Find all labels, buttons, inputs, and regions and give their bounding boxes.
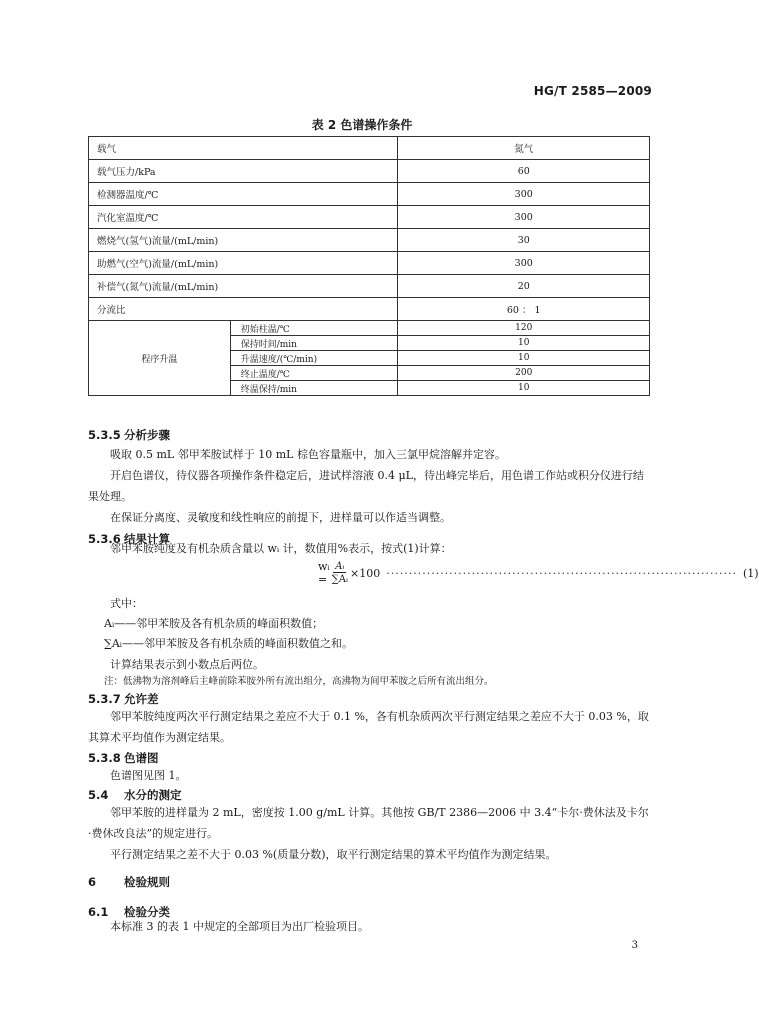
section-heading-5-4 <box>88 787 182 803</box>
section-title: 色谱图 <box>124 751 159 765</box>
formula-1 <box>318 560 759 586</box>
program-param-value: 120 <box>398 321 650 336</box>
param-name: 补偿气(氮气)流量/(mL/min) <box>89 275 398 298</box>
param-value: 300 <box>398 252 650 275</box>
formula-fraction <box>332 561 348 585</box>
formula-number: (1) <box>742 566 759 580</box>
section-number: 6 <box>88 875 97 889</box>
program-param-value: 10 <box>398 351 650 366</box>
formula-denominator: ∑Aᵢ <box>331 574 349 585</box>
section-title: 分析步骤 <box>124 428 170 442</box>
program-param-name: 保持时间/min <box>230 336 398 351</box>
section-heading-5-3-8 <box>88 750 159 766</box>
param-value: 氮气 <box>398 137 650 160</box>
paragraph: 在保证分离度、灵敏度和线性响应的前提下，进样量可以作适当调整。 <box>110 511 451 524</box>
section-title: 允许差 <box>124 692 159 706</box>
formula-leader-dots: ·············································································· <box>386 566 737 580</box>
chromatography-conditions-table <box>88 136 650 396</box>
param-name: 载气 <box>89 137 398 160</box>
program-param-name: 终止温度/℃ <box>230 366 398 381</box>
table-row <box>89 298 650 321</box>
paragraph: 本标准 3 的表 1 中规定的全部项目为出厂检验项目。 <box>110 920 369 933</box>
formula-rhs: ×100 <box>350 566 381 580</box>
table-row <box>89 252 650 275</box>
section-number: 5.3.8 <box>88 751 121 765</box>
section-heading-5-3-5 <box>88 427 170 443</box>
program-param-value: 10 <box>398 381 650 396</box>
section-heading-6 <box>88 874 170 890</box>
program-label: 程序升温 <box>89 321 231 396</box>
param-value: 60 ： 1 <box>398 298 650 321</box>
section-title: 检验规则 <box>124 875 170 889</box>
table-row <box>89 160 650 183</box>
table-row <box>89 321 650 336</box>
param-value: 30 <box>398 229 650 252</box>
section-number: 6.1 <box>88 905 109 919</box>
param-name: 检测器温度/℃ <box>89 183 398 206</box>
param-value: 60 <box>398 160 650 183</box>
section-number: 5.4 <box>88 788 109 802</box>
program-param-name: 终温保持/min <box>230 381 398 396</box>
table-title: 表 2 色谱操作条件 <box>311 118 413 132</box>
table-row <box>89 206 650 229</box>
program-param-value: 10 <box>398 336 650 351</box>
section-title: 水分的测定 <box>124 788 182 802</box>
page-number: 3 <box>631 940 638 951</box>
param-name: 燃烧气(氢气)流量/(mL/min) <box>89 229 398 252</box>
paragraph: 开启色谱仪，待仪器各项操作条件稳定后，进试样溶液 0.4 μL，待出峰完毕后，用色谱工作站或积分仪进行结果处理。 <box>88 469 644 503</box>
program-param-name: 初始柱温/℃ <box>230 321 398 336</box>
param-name: 分流比 <box>89 298 398 321</box>
formula-lhs: wᵢ = <box>318 560 330 586</box>
paragraph: 邻甲苯胺纯度及有机杂质含量以 wᵢ 计，数值用%表示，按式(1)计算： <box>110 542 452 555</box>
program-param-value: 200 <box>398 366 650 381</box>
param-value: 300 <box>398 206 650 229</box>
formula-numerator: Aᵢ <box>335 561 345 572</box>
paragraph: 邻甲苯胺的进样量为 2 mL，密度按 1.00 g/mL 计算。其他按 GB/T 2386—2006 中 3.4“卡尔·费休法及卡尔·费休改良法”的规定进行。 <box>88 806 649 840</box>
param-name: 助燃气(空气)流量/(mL/min) <box>89 252 398 275</box>
paragraph: 式中： <box>110 597 143 610</box>
paragraph: 计算结果表示到小数点后两位。 <box>110 658 264 671</box>
section-number: 5.3.7 <box>88 692 121 706</box>
param-value: 20 <box>398 275 650 298</box>
param-name: 汽化室温度/℃ <box>89 206 398 229</box>
section-heading-5-3-7 <box>88 691 159 707</box>
table-row <box>89 137 650 160</box>
section-number: 5.3.5 <box>88 428 121 442</box>
definition: ∑Aᵢ——邻甲苯胺及各有机杂质的峰面积数值之和。 <box>104 637 354 650</box>
param-value: 300 <box>398 183 650 206</box>
paragraph: 平行测定结果之差不大于 0.03 %(质量分数)，取平行测定结果的算术平均值作为测定结果。 <box>110 848 557 861</box>
paragraph: 吸取 0.5 mL 邻甲苯胺试样于 10 mL 棕色容量瓶中，加入三氯甲烷溶解并定容。 <box>110 448 506 461</box>
paragraph: 色谱图见图 1。 <box>110 769 187 782</box>
section-title: 结果计算 <box>124 532 170 546</box>
table-row <box>89 229 650 252</box>
definition: Aᵢ——邻甲苯胺及各有机杂质的峰面积数值； <box>104 617 324 630</box>
param-name: 载气压力/kPa <box>89 160 398 183</box>
section-number: 5.3.6 <box>88 532 121 546</box>
section-title: 检验分类 <box>124 905 170 919</box>
table-row <box>89 275 650 298</box>
paragraph: 邻甲苯胺纯度两次平行测定结果之差应不大于 0.1 %，各有机杂质两次平行测定结果之差应不大于 0.03 %，取其算术平均值作为测定结果。 <box>88 710 649 744</box>
table-row <box>89 183 650 206</box>
note: 注：低沸物为溶剂峰后主峰前除苯胺外所有流出组分，高沸物为间甲苯胺之后所有流出组分。 <box>104 676 494 687</box>
program-param-name: 升温速度/(℃/min) <box>230 351 398 366</box>
standard-code: HG/T 2585—2009 <box>533 84 652 98</box>
